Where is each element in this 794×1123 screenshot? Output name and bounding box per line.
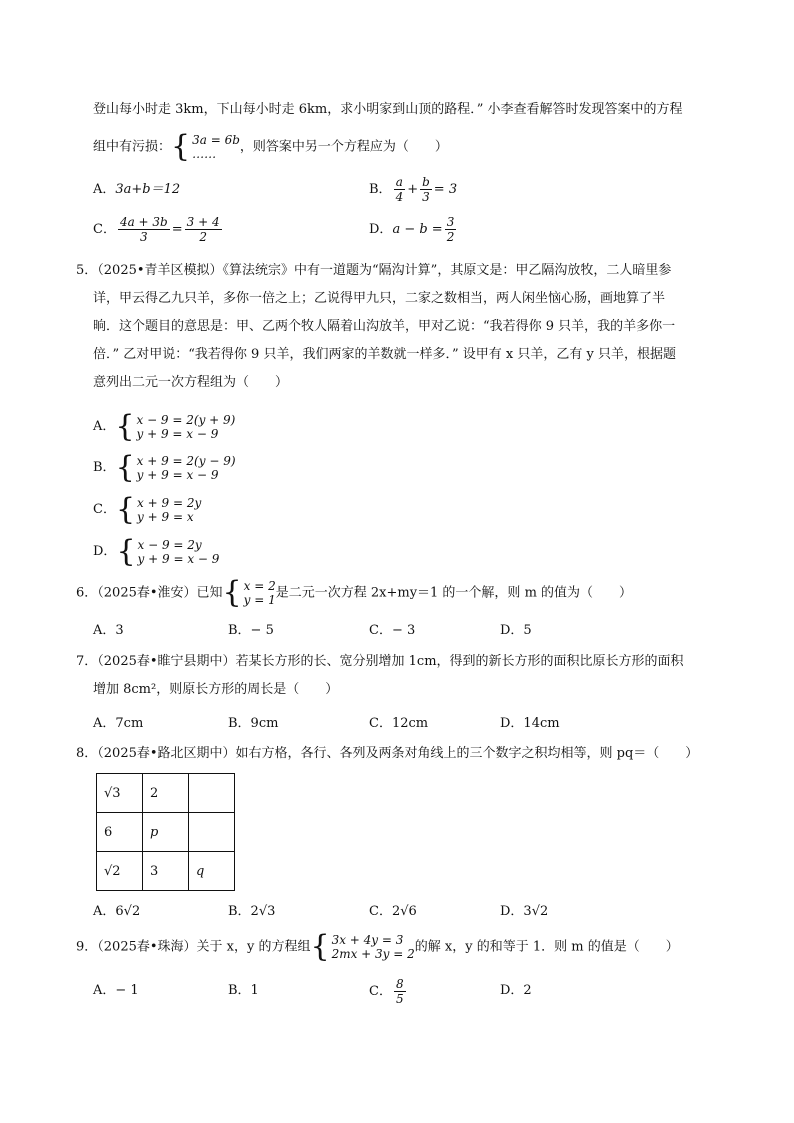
q5-stem-line: 倍．” 乙对甲说：“我若得你 9 只羊，我们两家的羊数就一样多．” 设甲有 x 只羊，乙有 y 只羊，根据题 xyxy=(93,347,676,362)
system-row-1: 3a = 6b xyxy=(192,133,240,147)
grid-row xyxy=(97,813,235,852)
q6-option-c[interactable]: C．− 3 xyxy=(369,623,416,638)
equals-sign: = xyxy=(171,222,183,237)
q9-stem-prefix: 9．（2025春•珠海）关于 x，y 的方程组 xyxy=(76,939,311,955)
option-label: D． xyxy=(369,222,393,237)
q4-option-d[interactable] xyxy=(369,210,458,250)
option-text: 3a+b＝12 xyxy=(115,182,181,197)
fraction-numerator: 3 xyxy=(446,215,455,229)
q4-option-a[interactable] xyxy=(93,180,180,200)
fraction-numerator: 3 + 4 xyxy=(186,215,220,229)
q6-option-d[interactable]: D．5 xyxy=(500,623,532,638)
system-row-1: x − 9 = 2(y + 9) xyxy=(136,412,236,427)
q8-option-c[interactable]: C．2√6 xyxy=(369,904,417,919)
option-label: D． xyxy=(93,544,117,559)
grid-cell: 3 xyxy=(143,852,189,891)
option-label: C． xyxy=(369,984,392,999)
fraction-numerator: b xyxy=(422,175,430,189)
q7-option-d[interactable]: D．14cm xyxy=(500,716,560,731)
system-row-1: x = 2 xyxy=(243,579,276,593)
fraction-denominator: 2 xyxy=(446,230,455,244)
q9-option-c[interactable] xyxy=(369,972,408,1012)
system-row-2: y + 9 = x − 9 xyxy=(136,467,219,482)
fraction-denominator: 3 xyxy=(140,230,148,244)
q9-option-b[interactable]: B．1 xyxy=(228,983,259,998)
q5-stem-line: 意列出二元一次方程组为（ ） xyxy=(93,375,289,390)
system-row-2: y = 1 xyxy=(243,593,276,607)
q9-option-a[interactable]: A．− 1 xyxy=(93,983,139,998)
plus-sign: + xyxy=(407,182,419,197)
q9-stem-suffix: 的解 x，y 的和等于 1．则 m 的值是（ ） xyxy=(414,939,679,955)
q5-stem-line: 晌．这个题目的意思是：甲、乙两个牧人隔着山沟放羊，甲对乙说：“我若得你 9 只羊，我的羊多你一 xyxy=(93,319,676,334)
q7-option-b[interactable]: B．9cm xyxy=(228,716,279,731)
grid-cell: 6 xyxy=(97,813,143,852)
q5-stem-line: 详，甲云得乙九只羊，多你一倍之上；乙说得甲九只，二家之数相当，两人闲坐恼心肠，画地算了半 xyxy=(93,291,666,306)
q4-stem-suffix: ，则答案中另一个方程应为（ ） xyxy=(239,139,448,155)
q5-option-a[interactable]: A． { x − 9 = 2(y + 9) y + 9 = x − 9 xyxy=(93,408,236,444)
fraction-numerator: 8 xyxy=(395,977,404,991)
q4-option-b[interactable] xyxy=(369,170,457,210)
option-label: A． xyxy=(93,419,116,434)
fraction-denominator: 4 xyxy=(395,190,404,204)
grid-cell: √3 xyxy=(97,774,143,813)
q5-option-d[interactable]: D． { x − 9 = 2y y + 9 = x − 9 xyxy=(93,533,220,569)
q7-option-c[interactable]: C．12cm xyxy=(369,716,429,731)
q9-option-d[interactable]: D．2 xyxy=(500,983,532,998)
q8-stem: 8．（2025春•路北区期中）如右方格，各行、各列及两条对角线上的三个数字之积均相等，则 pq＝（ ） xyxy=(76,746,699,761)
system-row-1: 3x + 4y = 3 xyxy=(331,933,404,947)
system-row-2: y + 9 = x − 9 xyxy=(136,426,219,441)
q8-option-a[interactable]: A．6√2 xyxy=(93,904,141,919)
option-label: B． xyxy=(93,460,116,475)
option-label: C． xyxy=(93,502,116,517)
fraction-denominator: 2 xyxy=(199,230,207,244)
system-row-1: x − 9 = 2y xyxy=(137,537,202,552)
grid-row xyxy=(97,774,235,813)
fraction-denominator: 3 xyxy=(422,190,430,204)
magic-square-grid xyxy=(96,773,235,891)
equation-system: { 3a = 6b …… xyxy=(171,129,240,164)
q8-option-b[interactable]: B．2√3 xyxy=(228,904,276,919)
q6-option-b[interactable]: B．− 5 xyxy=(228,623,274,638)
system-row-2: y + 9 = x − 9 xyxy=(137,551,220,566)
grid-cell xyxy=(189,813,235,852)
option-rhs: = 3 xyxy=(433,182,458,197)
system-row-2: …… xyxy=(192,147,217,161)
fraction-numerator: 4a + 3b xyxy=(119,215,168,229)
q6-stem-prefix: 6．（2025春•淮安）已知 xyxy=(76,585,223,601)
q7-stem-line: 7．（2025春•睢宁县期中）若某长方形的长、宽分别增加 1cm，得到的新长方形的面积比原长方形的面积 xyxy=(76,654,684,669)
option-label: C． xyxy=(93,222,116,237)
q5-stem-line: 5．（2025•青羊区模拟）《算法统宗》中有一道题为“隔沟计算”，其原文是：甲乙隔沟放牧，二人暗里参 xyxy=(76,263,672,278)
q5-option-c[interactable]: C． { x + 9 = 2y y + 9 = x xyxy=(93,491,202,527)
q5-option-b[interactable]: B． { x + 9 = 2(y − 9) y + 9 = x − 9 xyxy=(93,449,236,485)
q6-stem: 6．（2025春•淮安）已知 { x = 2 y = 1 是二元一次方程 2x+my＝1 的一个解，则 m 的值为（ ） xyxy=(76,575,633,610)
q8-option-d[interactable]: D．3√2 xyxy=(500,904,549,919)
fraction-denominator: 5 xyxy=(395,992,404,1006)
fraction-numerator: a xyxy=(395,175,403,189)
q7-option-a[interactable]: A．7cm xyxy=(93,716,144,731)
system-row-1: x + 9 = 2(y − 9) xyxy=(136,453,236,468)
system-row-2: 2mx + 3y = 2 xyxy=(331,947,415,961)
q7-stem-line: 增加 8cm²，则原长方形的周长是（ ） xyxy=(93,682,339,697)
grid-cell xyxy=(189,774,235,813)
q4-stem-line2 xyxy=(93,129,448,164)
q6-stem-suffix: 是二元一次方程 2x+my＝1 的一个解，则 m 的值为（ ） xyxy=(275,585,633,601)
grid-row xyxy=(97,852,235,891)
grid-cell: 2 xyxy=(143,774,189,813)
system-row-1: x + 9 = 2y xyxy=(137,495,202,510)
option-lhs: a − b = xyxy=(392,222,443,237)
q5-stem xyxy=(76,257,721,397)
option-label: B． xyxy=(369,182,392,197)
grid-cell: p xyxy=(143,813,189,852)
q4-option-c[interactable] xyxy=(93,210,224,250)
option-label: A． xyxy=(93,182,116,197)
q4-stem-line1: 登山每小时走 3km，下山每小时走 6km，求小明家到山顶的路程．” 小李查看解答时发现答案中的方程 xyxy=(93,102,683,117)
grid-cell: √2 xyxy=(97,852,143,891)
q4-stem-prefix: 组中有污损： xyxy=(93,139,172,155)
grid-cell: q xyxy=(189,852,235,891)
system-row-2: y + 9 = x xyxy=(137,509,194,524)
q7-stem xyxy=(76,648,721,704)
q6-option-a[interactable]: A．3 xyxy=(93,623,124,638)
q9-stem: 9．（2025春•珠海）关于 x，y 的方程组 { 3x + 4y = 3 2mx + 3y = 2 的解 x，y 的和等于 1．则 m 的值是（ ） xyxy=(76,929,679,964)
